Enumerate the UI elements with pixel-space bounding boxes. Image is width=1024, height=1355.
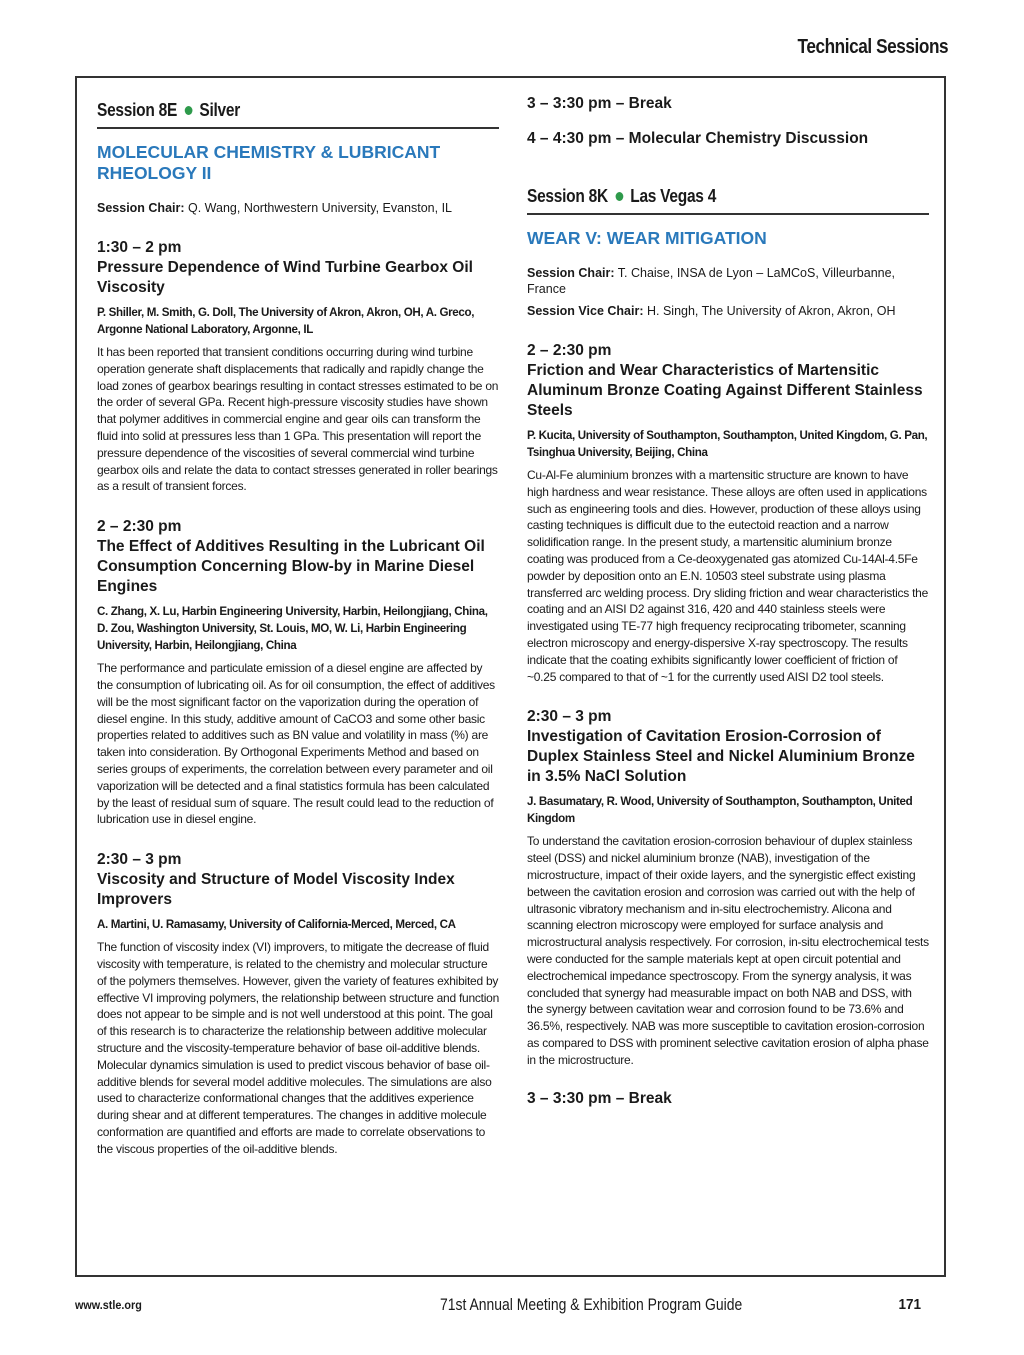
paper-authors: A. Martini, U. Ramasamy, University of California-Merced, Merced, CA xyxy=(97,918,456,932)
session-chair xyxy=(527,265,929,297)
paper-abstract: Cu-Al-Fe aluminium bronzes with a martensitic structure are known to have high hardness and wear resistance. These alloys are often used in applications such as engineering tools and dies. However, production of these alloys using casting techniques is difficult due to the eutectoid reaction and a narrow solidification range. In the present study, a martensitic aluminium bronze coating was produced from a Ce-deoxygenated gas atomized Cu-14Al-4.5Fe powder by deposition onto an E.N. 10503 steel substrate using plasma transferred arc welding process. Dry sliding friction and wear characteristics the coating and an AISI D2 against 316, 420 and 440 stainless steels were investigated using TE-77 high frequency reciprocating tribometer, scanning electron microscopy and energy-dispersive X-ray spectroscopy. The results indicate that the coating exhibits significantly lower coefficient of friction of ~0.25 compared to that of ~1 for the currently used AISI D2 tool steels. xyxy=(527,468,929,684)
paper xyxy=(97,238,499,495)
paper-title: Viscosity and Structure of Model Viscosity Index Improvers xyxy=(97,871,455,909)
paper xyxy=(527,707,929,1068)
content-frame xyxy=(75,76,946,1277)
footer-url[interactable]: www.stle.org xyxy=(75,1298,142,1312)
page-number: 171 xyxy=(898,1296,921,1313)
paper-abstract: To understand the cavitation erosion-corrosion behaviour of duplex stainless steel (DSS) and nickel aluminium bronze (NAB), investigation of the microstructure, impact of their oxide layers, and the synergistic effect existing between the cavitation erosion and corrosion was carried out with the help of ultrasonic vibratory mechanism and in-situ electrochemistry. Alicona and scanning electron microscopy were employed for surface analysis and microstructural analysis respectively. For corrosion, in-situ electrochemical tests were conducted for the sample materials kept at open circuit potential and electrochemical impedance spectroscopy. From the synergy analysis, it was concluded that synergy had measurable impact on both NAB and DSS, with the synergy between cavitation wear and corrosion found to be 73.6% and 36.5%, respectively. NAB was more susceptible to cavitation erosion-corrosion as compared to DSS with prominent selective cavitation erosion of alpha phase in the microstructure. xyxy=(527,834,929,1067)
footer-guide-title: 71st Annual Meeting & Exhibition Program Guide xyxy=(440,1295,743,1314)
paper-authors: P. Kucita, University of Southampton, Southampton, United Kingdom, G. Pan, Tsinghua University, Beijing, China xyxy=(527,429,928,459)
session-label: Session 8E xyxy=(97,100,178,120)
discussion-item: 4 – 4:30 pm – Molecular Chemistry Discussion xyxy=(527,130,869,147)
paper-abstract: The performance and particulate emission of a diesel engine are affected by the consumption of lubricating oil. As for oil consumption, the effect of additives will be the most significant factor on the vaporization during the operation of diesel engine. In this study, additive amount of CaCO3 and some other basic properties related to additives such as BN value and volatility in mass (%) are taken into consideration. By Orthogonal Experiments Method and based on series groups of experiments, the correlation between every parameter and oil vaporization will be detected and a final statistics formula has been calculated by the least of residual sum of square. The result could lead to the reduction of lubrication use in diesel engine. xyxy=(97,661,495,827)
session-chair xyxy=(97,200,499,216)
paper xyxy=(97,517,499,828)
paper-time: 1:30 – 2 pm xyxy=(97,239,182,256)
chair-value: T. Chaise, INSA de Lyon – LaMCoS, Villeurbanne, France xyxy=(527,266,896,296)
session-vice-chair xyxy=(527,303,929,319)
session-room: Las Vegas 4 xyxy=(630,186,717,206)
chair-label: Session Chair: xyxy=(97,201,185,215)
left-column xyxy=(97,100,499,1158)
paper-abstract: The function of viscosity index (VI) improvers, to mitigate the decrease of fluid viscosity with temperature, is related to the chemistry and molecular structure of the polymers themselves. However, given the variety of features exhibited by effective VI improving polymers, the relationship between structure and function does not appear to be simple and is not well understood at this point. The goal of this research is to characterize the relationship between additive molecular structure and the viscosity-temperature behavior of base oil-additive blends. Molecular dynamics simulation is used to predict viscous behavior of base oil-additive blends for several model additive molecules. The simulations are also used to characterize conformational changes that the additives experience during shear and at different temperatures. The changes in additive molecule conformation are quantified and efforts are made to correlate observations to the viscous properties of the oil-additive blends. xyxy=(97,940,500,1156)
session-title: MOLECULAR CHEMISTRY & LUBRICANT RHEOLOGY II xyxy=(97,142,441,183)
session-rule xyxy=(97,127,499,129)
session-label: Session 8K xyxy=(527,186,608,206)
paper-title: The Effect of Additives Resulting in the Lubricant Oil Consumption Concerning Blow-by in Marine Diesel Engines xyxy=(97,538,485,596)
chair-label: Session Chair: xyxy=(527,266,615,280)
chair-value: Q. Wang, Northwestern University, Evanston, IL xyxy=(188,201,453,215)
paper-title: Friction and Wear Characteristics of Martensitic Aluminum Bronze Coating Against Different Stainless Steels xyxy=(527,362,923,419)
paper-abstract: It has been reported that transient conditions occurring during wind turbine operation generate shaft displacements that radically and rapidly change the load zones of gearbox bearings resulting in contact stresses estimated to be on the order of several GPa. Recent high-pressure viscosity studies have shown that polymer additives in commercial engine and gear oils can transform the fluid into solid at pressures less than 1 GPa. This presentation will report the pressure dependence of the viscosities of several commercial wind turbine gearbox oils and relate the data to contact stresses generated in roller bearings as a result of transient forces. xyxy=(97,345,499,494)
paper-title: Pressure Dependence of Wind Turbine Gearbox Oil Viscosity xyxy=(97,259,473,296)
vice-chair-label: Session Vice Chair: xyxy=(527,304,644,318)
session-8e-heading xyxy=(97,100,443,121)
bullet-dot-icon xyxy=(185,106,193,115)
running-head: Technical Sessions xyxy=(797,36,948,58)
paper-title: Investigation of Cavitation Erosion-Corrosion of Duplex Stainless Steel and Nickel Aluminium Bronze in 3.5% NaCl Solution xyxy=(527,728,915,786)
session-rule xyxy=(527,213,929,215)
paper xyxy=(97,850,499,1157)
vice-chair-value: H. Singh, The University of Akron, Akron, OH xyxy=(646,304,896,318)
paper-authors: C. Zhang, X. Lu, Harbin Engineering University, Harbin, Heilongjiang, China, D. Zou, Washington University, St. Louis, MO, W. Li, Harbin Engineering University, Harbin, Heilongjiang, China xyxy=(97,605,488,653)
session-title: WEAR V: WEAR MITIGATION xyxy=(527,228,767,248)
paper-time: 2 – 2:30 pm xyxy=(97,518,182,536)
paper-time: 2:30 – 3 pm xyxy=(97,851,182,869)
paper-authors: P. Shiller, M. Smith, G. Doll, The University of Akron, Akron, OH, A. Greco, Argonne National Laboratory, Argonne, IL xyxy=(97,306,475,336)
paper xyxy=(527,341,929,685)
session-8k-heading xyxy=(527,186,873,207)
paper-time: 2:30 – 3 pm xyxy=(527,708,612,726)
right-column xyxy=(527,94,929,1109)
paper-time: 2 – 2:30 pm xyxy=(527,342,612,359)
session-room: Silver xyxy=(199,100,241,120)
bullet-dot-icon xyxy=(616,192,624,201)
break-item: 3 – 3:30 pm – Break xyxy=(527,95,672,112)
closing-break: 3 – 3:30 pm – Break xyxy=(527,1089,672,1107)
paper-authors: J. Basumatary, R. Wood, University of Southampton, Southampton, United Kingdom xyxy=(527,795,913,826)
